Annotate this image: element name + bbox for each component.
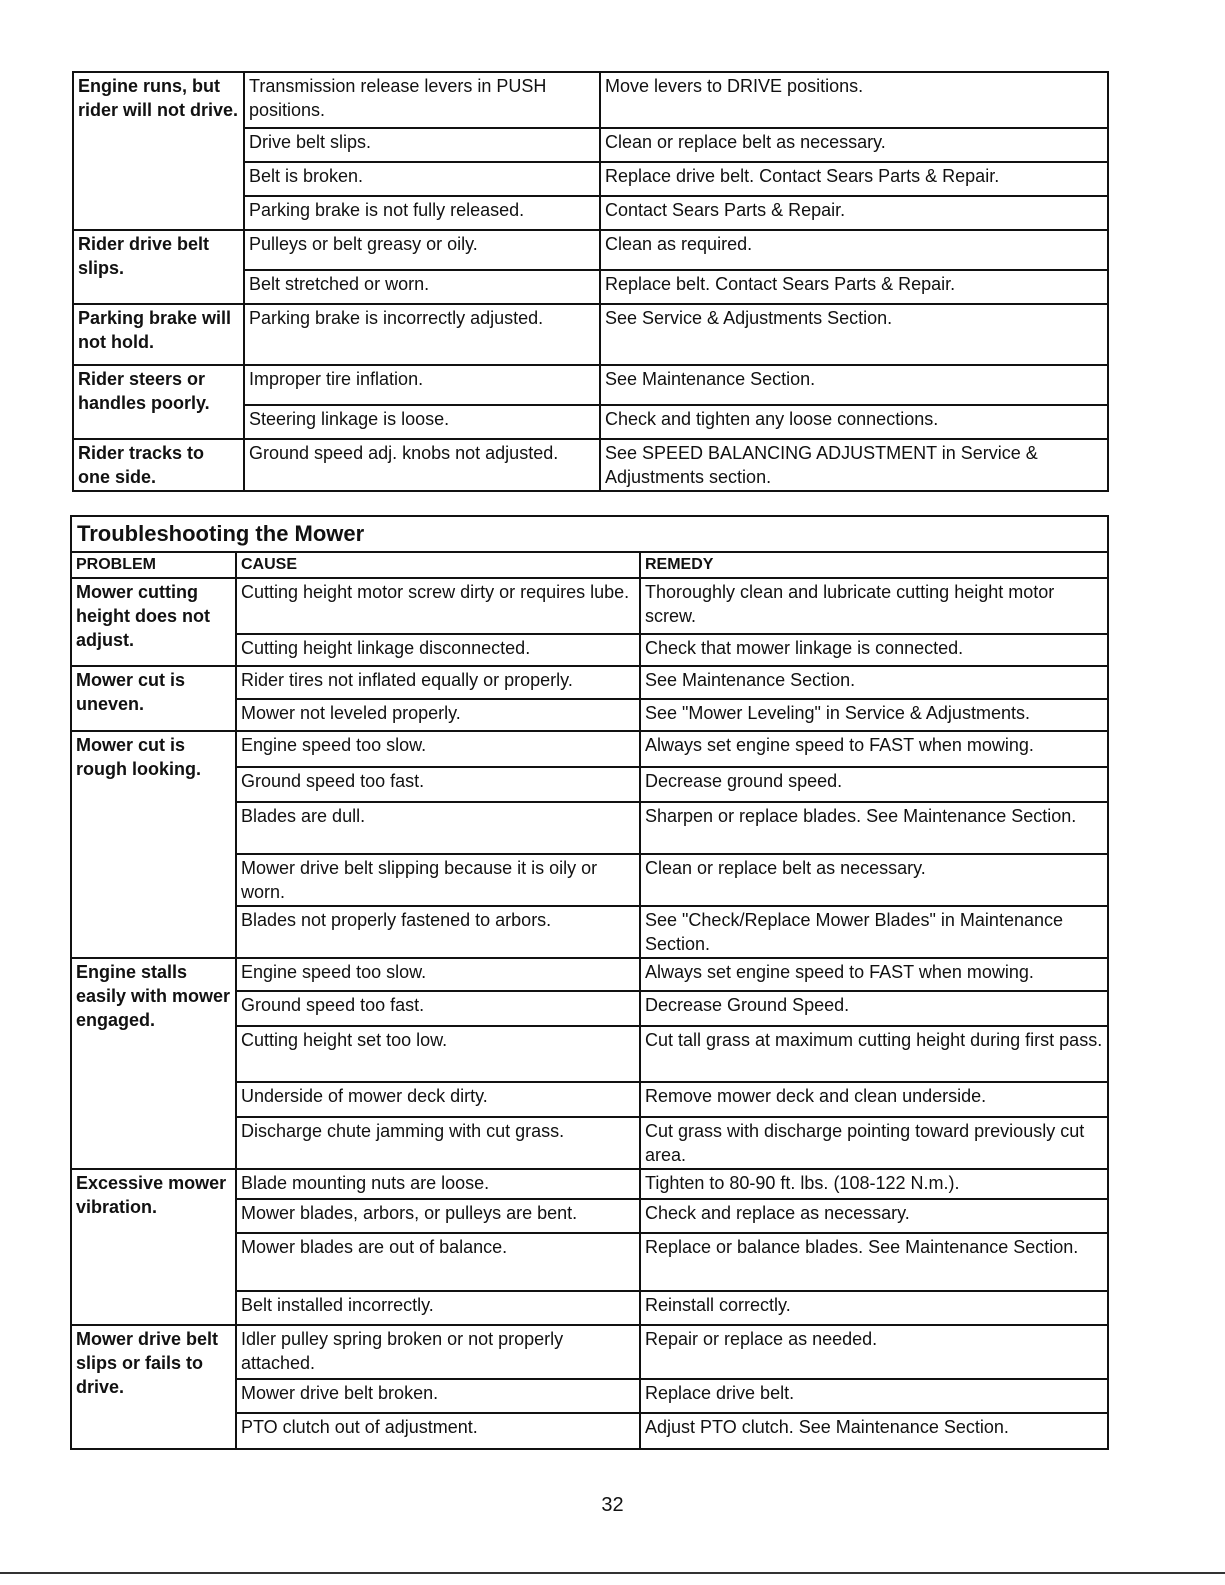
cause-cell: Mower blades are out of balance. xyxy=(236,1233,640,1291)
problem-cell: Mower cut is uneven. xyxy=(71,666,236,731)
cause-cell: Belt is broken. xyxy=(244,162,600,196)
remedy-cell: Decrease ground speed. xyxy=(640,767,1108,802)
remedy-cell: Replace or balance blades. See Maintenance Section. xyxy=(640,1233,1108,1291)
cause-cell: Cutting height set too low. xyxy=(236,1026,640,1082)
remedy-cell: Replace drive belt. Contact Sears Parts & Repair. xyxy=(600,162,1108,196)
table-row xyxy=(73,365,1108,405)
problem-cell: Engine stalls easily with mower engaged. xyxy=(71,958,236,1169)
column-header-problem: PROBLEM xyxy=(71,552,236,578)
remedy-cell: Tighten to 80-90 ft. lbs. (108-122 N.m.). xyxy=(640,1169,1108,1199)
table-row xyxy=(71,958,1108,991)
remedy-cell: Always set engine speed to FAST when mowing. xyxy=(640,958,1108,991)
table-row xyxy=(71,1325,1108,1379)
cause-cell: Transmission release levers in PUSH positions. xyxy=(244,72,600,128)
problem-cell: Engine runs, but rider will not drive. xyxy=(73,72,244,230)
cause-cell: Belt stretched or worn. xyxy=(244,270,600,304)
cause-cell: Cutting height motor screw dirty or requires lube. xyxy=(236,578,640,634)
remedy-cell: Move levers to DRIVE positions. xyxy=(600,72,1108,128)
cause-cell: Mower blades, arbors, or pulleys are bent. xyxy=(236,1199,640,1233)
table-row xyxy=(71,578,1108,634)
remedy-cell: See Maintenance Section. xyxy=(640,666,1108,699)
remedy-cell: Cut grass with discharge pointing toward previously cut area. xyxy=(640,1117,1108,1169)
cause-cell: PTO clutch out of adjustment. xyxy=(236,1413,640,1449)
problem-cell: Parking brake will not hold. xyxy=(73,304,244,365)
problem-cell: Rider tracks to one side. xyxy=(73,439,244,491)
remedy-cell: Check and tighten any loose connections. xyxy=(600,405,1108,439)
remedy-cell: Reinstall correctly. xyxy=(640,1291,1108,1325)
cause-cell: Parking brake is incorrectly adjusted. xyxy=(244,304,600,365)
remedy-cell: Clean as required. xyxy=(600,230,1108,270)
remedy-cell: Check that mower linkage is connected. xyxy=(640,634,1108,666)
cause-cell: Parking brake is not fully released. xyxy=(244,196,600,230)
remedy-cell: See Maintenance Section. xyxy=(600,365,1108,405)
table-row xyxy=(71,666,1108,699)
remedy-cell: See "Mower Leveling" in Service & Adjustments. xyxy=(640,699,1108,731)
page-bottom-rule xyxy=(0,1572,1225,1574)
remedy-cell: Thoroughly clean and lubricate cutting height motor screw. xyxy=(640,578,1108,634)
table-row xyxy=(73,304,1108,365)
problem-cell: Mower cut is rough looking. xyxy=(71,731,236,958)
cause-cell: Belt installed incorrectly. xyxy=(236,1291,640,1325)
table-row xyxy=(73,72,1108,128)
remedy-cell: Clean or replace belt as necessary. xyxy=(600,128,1108,162)
table-row xyxy=(71,1169,1108,1199)
cause-cell: Improper tire inflation. xyxy=(244,365,600,405)
remedy-cell: Remove mower deck and clean underside. xyxy=(640,1082,1108,1117)
remedy-cell: Replace drive belt. xyxy=(640,1379,1108,1413)
cause-cell: Ground speed too fast. xyxy=(236,991,640,1026)
mower-troubleshooting-table xyxy=(70,515,1109,1450)
column-header-cause: CAUSE xyxy=(236,552,640,578)
cause-cell: Mower not leveled properly. xyxy=(236,699,640,731)
page-number: 32 xyxy=(601,1494,624,1516)
cause-cell: Underside of mower deck dirty. xyxy=(236,1082,640,1117)
cause-cell: Pulleys or belt greasy or oily. xyxy=(244,230,600,270)
remedy-cell: Cut tall grass at maximum cutting height during first pass. xyxy=(640,1026,1108,1082)
cause-cell: Blades are dull. xyxy=(236,802,640,854)
cause-cell: Steering linkage is loose. xyxy=(244,405,600,439)
cause-cell: Engine speed too slow. xyxy=(236,958,640,991)
cause-cell: Ground speed too fast. xyxy=(236,767,640,802)
remedy-cell: Clean or replace belt as necessary. xyxy=(640,854,1108,906)
cause-cell: Idler pulley spring broken or not properly attached. xyxy=(236,1325,640,1379)
cause-cell: Drive belt slips. xyxy=(244,128,600,162)
cause-cell: Mower drive belt broken. xyxy=(236,1379,640,1413)
remedy-cell: See SPEED BALANCING ADJUSTMENT in Service & Adjustments section. xyxy=(600,439,1108,491)
cause-cell: Mower drive belt slipping because it is oily or worn. xyxy=(236,854,640,906)
remedy-cell: See Service & Adjustments Section. xyxy=(600,304,1108,365)
problem-cell: Rider drive belt slips. xyxy=(73,230,244,304)
section-title: Troubleshooting the Mower xyxy=(71,516,1108,552)
cause-cell: Ground speed adj. knobs not adjusted. xyxy=(244,439,600,491)
remedy-cell: Adjust PTO clutch. See Maintenance Section. xyxy=(640,1413,1108,1449)
problem-cell: Rider steers or handles poorly. xyxy=(73,365,244,439)
table-title-row xyxy=(71,516,1108,552)
remedy-cell: Replace belt. Contact Sears Parts & Repair. xyxy=(600,270,1108,304)
remedy-cell: Check and replace as necessary. xyxy=(640,1199,1108,1233)
column-header-remedy: REMEDY xyxy=(640,552,1108,578)
cause-cell: Engine speed too slow. xyxy=(236,731,640,767)
remedy-cell: Decrease Ground Speed. xyxy=(640,991,1108,1026)
cause-cell: Cutting height linkage disconnected. xyxy=(236,634,640,666)
rider-troubleshooting-table xyxy=(72,71,1109,492)
remedy-cell: Always set engine speed to FAST when mowing. xyxy=(640,731,1108,767)
column-header-row xyxy=(71,552,1108,578)
remedy-cell: Contact Sears Parts & Repair. xyxy=(600,196,1108,230)
table-row xyxy=(73,230,1108,270)
cause-cell: Blades not properly fastened to arbors. xyxy=(236,906,640,958)
remedy-cell: See "Check/Replace Mower Blades" in Maintenance Section. xyxy=(640,906,1108,958)
problem-cell: Mower drive belt slips or fails to drive. xyxy=(71,1325,236,1449)
remedy-cell: Sharpen or replace blades. See Maintenance Section. xyxy=(640,802,1108,854)
cause-cell: Discharge chute jamming with cut grass. xyxy=(236,1117,640,1169)
problem-cell: Mower cutting height does not adjust. xyxy=(71,578,236,666)
table-row xyxy=(71,731,1108,767)
remedy-cell: Repair or replace as needed. xyxy=(640,1325,1108,1379)
cause-cell: Rider tires not inflated equally or properly. xyxy=(236,666,640,699)
problem-cell: Excessive mower vibration. xyxy=(71,1169,236,1325)
table-row xyxy=(73,439,1108,491)
cause-cell: Blade mounting nuts are loose. xyxy=(236,1169,640,1199)
